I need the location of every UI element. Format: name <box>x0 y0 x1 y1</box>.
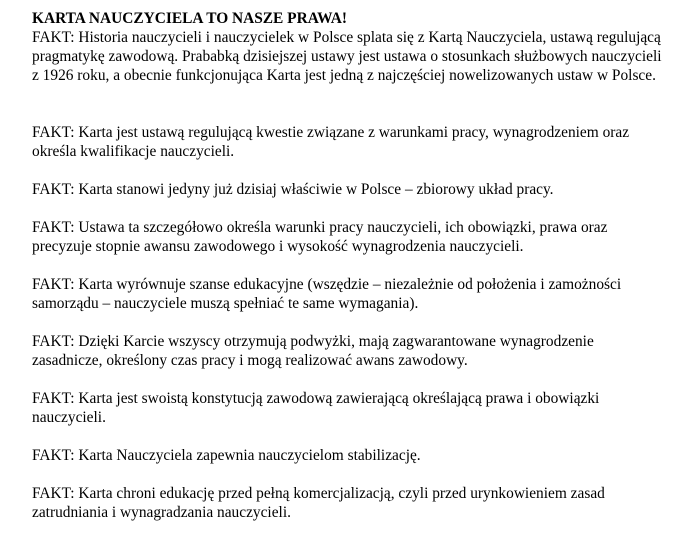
fact-paragraph: FAKT: Dzięki Karcie wszyscy otrzymują podwyżki, mają zagwarantowane wynagrodzenie zasadnicze, określony czas pracy i mogą realizować awans zawodowy. <box>32 333 594 369</box>
fact-paragraph: FAKT: Karta stanowi jedyny już dzisiaj właściwie w Polsce – zbiorowy układ pracy. <box>32 181 554 198</box>
fact-paragraph: FAKT: Karta jest swoistą konstytucją zawodową zawierającą określającą prawa i obowiązki nauczycieli. <box>32 390 600 426</box>
document-body <box>32 9 662 541</box>
paragraph-spacer <box>32 85 662 123</box>
fact-paragraph: FAKT: Karta jest ustawą regulującą kwestie związane z warunkami pracy, wynagrodzeniem oraz określa kwalifikacje nauczycieli. <box>32 124 630 160</box>
document-title: KARTA NAUCZYCIELA TO NASZE PRAWA! <box>32 10 348 27</box>
intro-paragraph: FAKT: Historia nauczycieli i nauczycielek w Polsce splata się z Kartą Nauczyciela, ustawą regulującą pragmatykę zawodową. Prababką dzisiejszej ustawy jest ustawa o stosunkach służbowych nauczycieli z 1926 roku, a obecnie funkcjonująca Karta jest jedną z najczęściej nowelizowanych ustaw w Polsce. <box>32 29 662 84</box>
fact-paragraph: FAKT: Karta Nauczyciela zapewnia nauczycielom stabilizację. <box>32 447 421 464</box>
fact-paragraph: FAKT: Ustawa ta szczegółowo określa warunki pracy nauczycieli, ich obowiązki, prawa oraz precyzuje stopnie awansu zawodowego i wysokość wynagrodzenia nauczycieli. <box>32 219 608 255</box>
fact-paragraph: FAKT: Karta wyrównuje szanse edukacyjne (wszędzie – niezależnie od położenia i zamożności samorządu – nauczyciele muszą spełniać te same wymagania). <box>32 276 622 312</box>
fact-paragraph: FAKT: Karta chroni edukację przed pełną komercjalizacją, czyli przed urynkowieniem zasad zatrudniania i wynagradzania nauczycieli. <box>32 485 605 521</box>
